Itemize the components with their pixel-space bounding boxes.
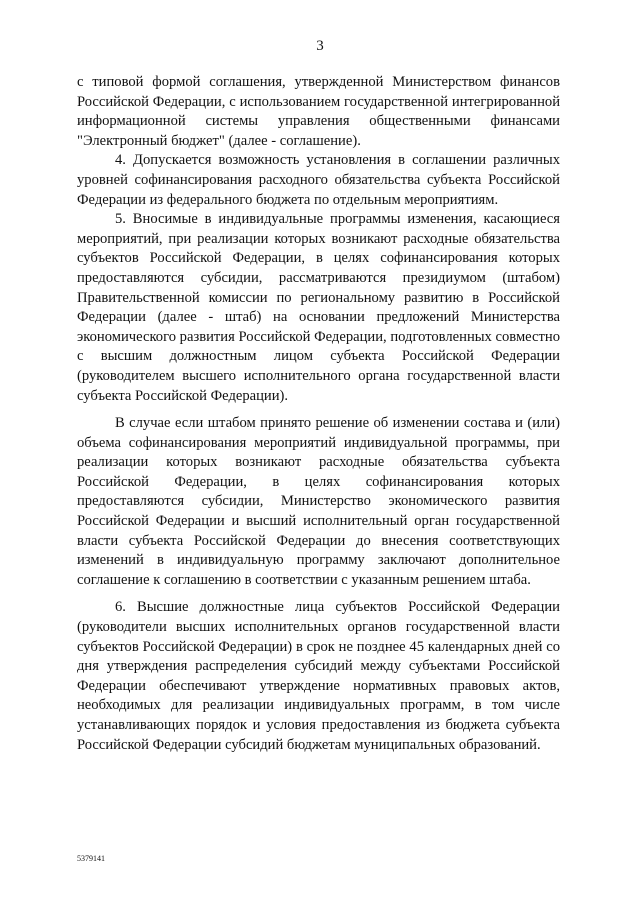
paragraph-clause-5: 5. Вносимые в индивидуальные программы изменения, касающиеся мероприятий, при реализации которых возникают расходные обязательства субъектов Российской Федерации, в целях софинансирования которых предоставляются субсидии, рассматриваются президиумом (штабом) Правительственной комиссии по региональному развитию в Российской Федерации (далее - штаб) на основании предложений Министерства экономического развития Российской Федерации, подготовленных совместно с высшим должностным лицом субъекта Российской Федерации (руководителем высшего исполнительного органа государственной власти субъекта Российской Федерации). [77,211,560,404]
paragraph-clause-6: 6. Высшие должностные лица субъектов Российской Федерации (руководители высших исполнительных органов государственной власти субъектов Российской Федерации) в срок не позднее 45 календарных дней со дня утверждения распределения субсидий между субъектами Российской Федерации обеспечивают утверждение нормативных правовых актов, необходимых для реализации индивидуальных программ, в том числе устанавливающих порядок и условия предоставления из бюджета субъекта Российской Федерации субсидий бюджетам муниципальных образований. [77,599,560,753]
paragraph-continuation: с типовой формой соглашения, утвержденной Министерством финансов Российской Федерации, с использованием государственной интегрированной информационной системы управления общественными финансами "Электронный бюджет" (далее - соглашение). [77,74,560,149]
paragraph-clause-5-decision: В случае если штабом принято решение об изменении состава и (или) объема софинансирования мероприятий индивидуальной программы, при реализации которых возникают расходные обязательства субъекта Российской Федерации, в целях софинансирования которых предоставляются субсидии, Министерство экономического развития Российской Федерации и высший исполнительный орган государственной власти субъекта Российской Федерации до внесения соответствующих изменений в индивидуальную программу заключают дополнительное соглашение к соглашению в соответствии с указанным решением штаба. [77,415,560,588]
page-number: 3 [316,38,324,54]
document-code: 5379141 [77,854,105,863]
document-body [77,73,560,755]
paragraph-clause-4: 4. Допускается возможность установления в соглашении различных уровней софинансирования расходного обязательства субъекта Российской Федерации из федерального бюджета по отдельным мероприятиям. [77,152,560,208]
